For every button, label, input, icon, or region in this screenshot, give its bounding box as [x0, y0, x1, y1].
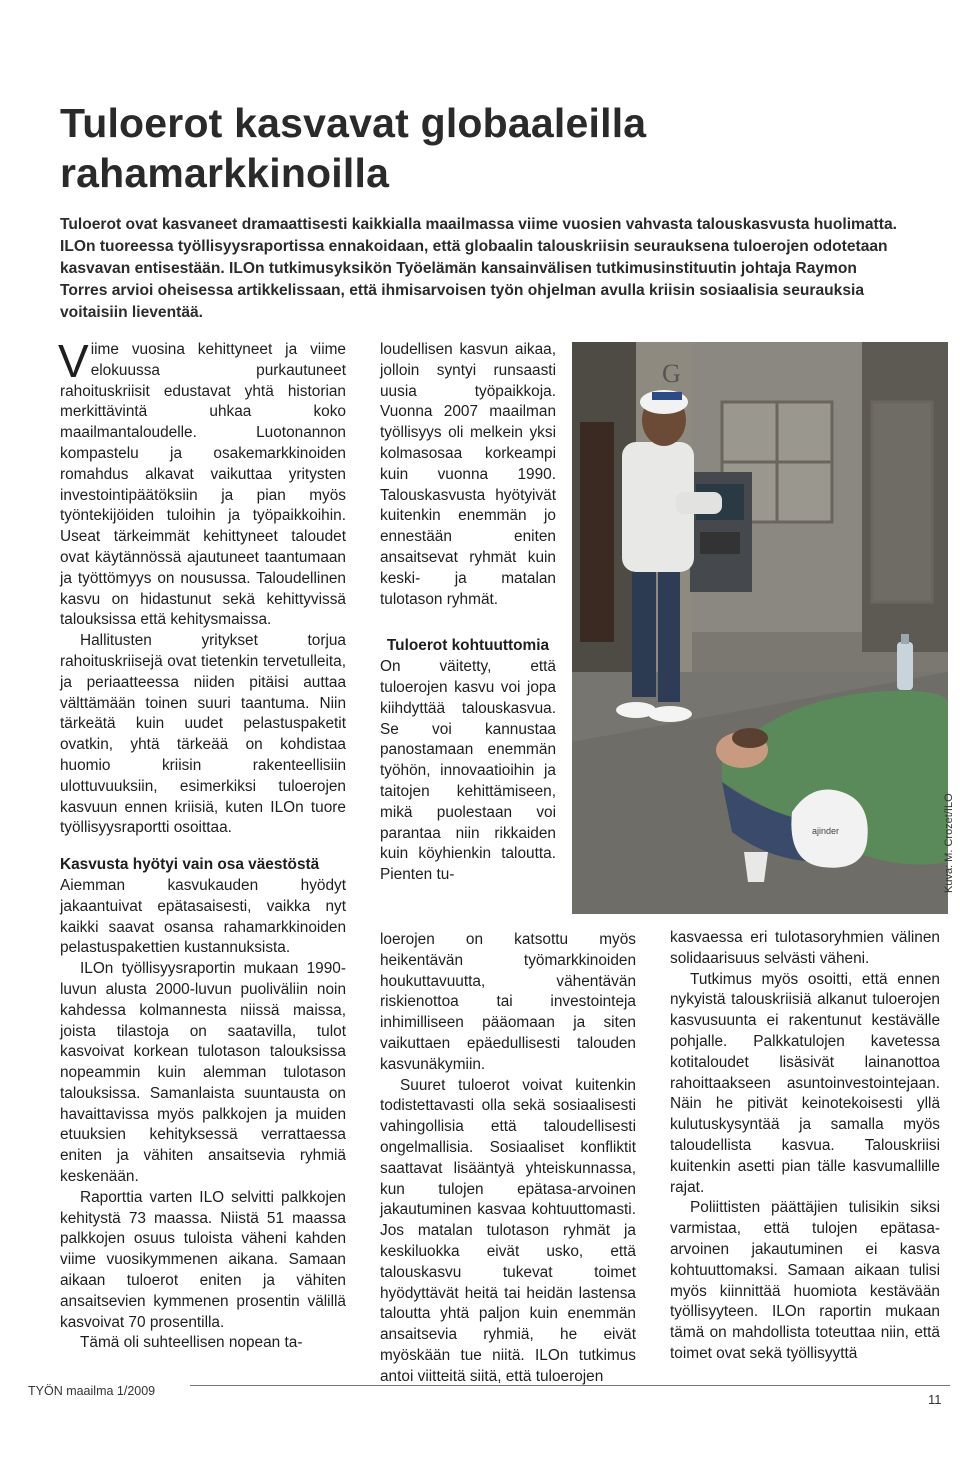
paragraph: Suuret tuloerot voivat kuitenkin todistettavasti olla sekä sosiaalisesti vahingollisia että taloudellisesti ongelmallisia. Sosiaaliset konfliktit saattavat lisääntyä yhteiskunnassa, kun tulojen epätasa-arvoinen jakautuminen kasvaa kohtuuttomasti. Jos matalan tulotason ryhmät ja keskiluokka eivät usko, että talouskasvu tukevat toimet hyödyttävät heitä tai heidän lastensa taloutta yhtä paljon kuin enemmän ansaitsevia ryhmiä, he eivät myöskään tue niitä. ILOn tutkimus antoi viitteitä siitä, että tuloerojen [380, 1076, 636, 1385]
article-title: Tuloerot kasvavat globaaleilla rahamarkkinoilla [60, 100, 647, 196]
paragraph: loerojen on katsottu myös heikentävän työmarkkinoiden houkuttavuutta, vähentävän riskienottoa tai investointeja inhimilliseen pääomaan ja siten vaikuttaen epäedullisesti talouden kasvunäkymiin. [380, 931, 636, 1073]
paragraph: Tutkimus myös osoitti, että ennen nykyistä talouskriisiä alkanut tuloerojen kasvusuunta ei rakentunut kestävälle pohjalle. Palkkatulojen kavetessa kotitaloudet lisäsivät lainanottoa rahoittaakseen asuntoinvestointejaan. Näin he pitivät keinotekoisesti yllä kulutuskysyntää ja samalla myös taloudellista kasvua. Talouskriisi kuitenkin asetti pian tälle kasvumallille rajat. [670, 970, 940, 1196]
photo-credit: Kuva: M. Crozet/ILO [943, 793, 955, 893]
column-2-continued [380, 930, 636, 1388]
paragraph: Hallitusten yritykset torjua rahoituskriisejä ovat tietenkin tervetulleita, ja periaatteessa niiden pitäisi auttaa välttämään toinen suuri taantuma. Niin tärkeätä kuin uudet pelastuspaketit ovatkin, yhtä tärkeää on kohdistaa huomio kriisin rakenteellisiin ulottuvuuksiin, esimerkiksi tuloerojen kasvuun ennen kriisiä, kuten ILOn tuore työllisyysraportti osoittaa. [60, 632, 346, 837]
article-lead: Tuloerot ovat kasvaneet dramaattisesti kaikkialla maailmassa viime vuosien vahvasta talouskasvusta huolimatta. ILOn tuoreessa työllisyysraportissa ennakoidaan, että globaalin talouskriisin seurauksena tuloerojen odotetaan kasvavan entisestään. ILOn tutkimusyksikön Työelämän kansainvälisen tutkimusinstituutin johtaja Raymon Torres arvioi oheisessa artikkelissaan, että ihmisarvoisen työn ohjelman avulla kriisin sosiaalisia seurauksia voitaisiin lieventää. [60, 216, 897, 321]
paragraph: Raporttia varten ILO selvitti palkkojen kehitystä 73 maassa. Niistä 51 maassa palkkojen osuus tuloista väheni kahden viime vuosikymmenen aikana. Samaan aikaan tuloerot eniten ja vähiten ansaitsevien kymmenen prosentin välillä kasvoivat 70 prosentilla. [60, 1188, 346, 1331]
column-1 [58, 335, 346, 1354]
footer-publication: TYÖN maailma 1/2009 [28, 1384, 156, 1398]
column-2 [380, 340, 556, 886]
paragraph: loudellisen kasvun aikaa, jolloin syntyi runsaasti uusia työpaikkoja. Vuonna 2007 maailman työllisyys oli melkein yksi kolmasosaa korkeampi kuin vuonna 1990. Talouskasvusta hyötyivät kuitenkin enemmän jo ennestään eniten ansaitsevat ryhmät kuin keski- ja matalan tulotason ryhmät. [380, 341, 556, 608]
subheading: Tuloerot kohtuuttomia [386, 637, 550, 655]
drop-cap: V [58, 335, 89, 387]
page-number: 11 [928, 1392, 942, 1407]
paragraph: Aiemman kasvukauden hyödyt jakaantuivat epätasaisesti, vaikka nyt kaikki saavat osansa rahamarkkinoiden pelastuspakettien kustannuksista. [60, 876, 346, 957]
paragraph: On väitetty, että tuloerojen kasvu voi jopa kiihdyttää talouskasvua. Se voi kannustaa panostamaan enemmän työhön, innovaatioihin ja taitojen kehittämiseen, mikä puolestaan voi parantaa niin rikkaiden kuin köyhienkin taloutta. Pienten tu- [380, 658, 556, 884]
street-scene-illustration [572, 342, 948, 914]
subheading: Kasvusta hyötyi vain osa väestöstä [60, 856, 320, 874]
paragraph: Tämä oli suhteellisen nopean ta- [80, 1334, 303, 1352]
sign-letters: G [662, 359, 681, 388]
footer-rule [190, 1385, 950, 1386]
paragraph: kasvaessa eri tulotasoryhmien välinen solidaarisuus selvästi väheni. [670, 929, 940, 967]
article-photo [572, 342, 948, 914]
bag-text: ajinder [812, 826, 840, 836]
paragraph: Viime vuosina kehittyneet ja viime elokuussa purkautuneet rahoituskriisit edustavat yhtä historian merkittävintä uhkaa koko maailmantaloudelle. Luotonannon kompastelu ja osakemarkkinoiden romahdus alkavat vaikuttaa yritysten investointipäätöksiin ja pian myös työntekijöiden tuloihin ja työpaikkoihin. Useat tärkeimmät kehittyneet taloudet ovat käytännössä ajautuneet taantumaan ja työttömyys on nousussa. Taloudellinen kasvu on hidastunut sekä kehittyvissä talouksissa että kehitysmaissa. [58, 335, 346, 629]
paragraph: ILOn työllisyysraportin mukaan 1990-luvun alusta 2000-luvun puoliväliin noin kahdessa kolmannesta niissä maissa, joista tilastoja on saatavilla, tulot kasvoivat korkean tulotason talouksissa nopeammin kuin alemman tulotason talouksissa. Samanlaista suuntausta on havaittavissa myös palkkojen ja muiden etuuksien kehityksessä verrattaessa eniten ja vähiten ansaitsevia ryhmiä keskenään. [60, 960, 346, 1186]
column-3 [670, 928, 940, 1365]
paragraph: Poliittisten päättäjien tulisikin siksi varmistaa, että tulojen epätasa-arvoinen jakautuminen ei kasva kohtuuttomaksi. Samaan aikaan tulisi myös kiinnittää huomiota kestävään työllisyyteen. ILOn raportin mukaan tämä on mahdollista toteuttaa niin, että toimet ovat sekä työllisyyttä [670, 1199, 940, 1362]
